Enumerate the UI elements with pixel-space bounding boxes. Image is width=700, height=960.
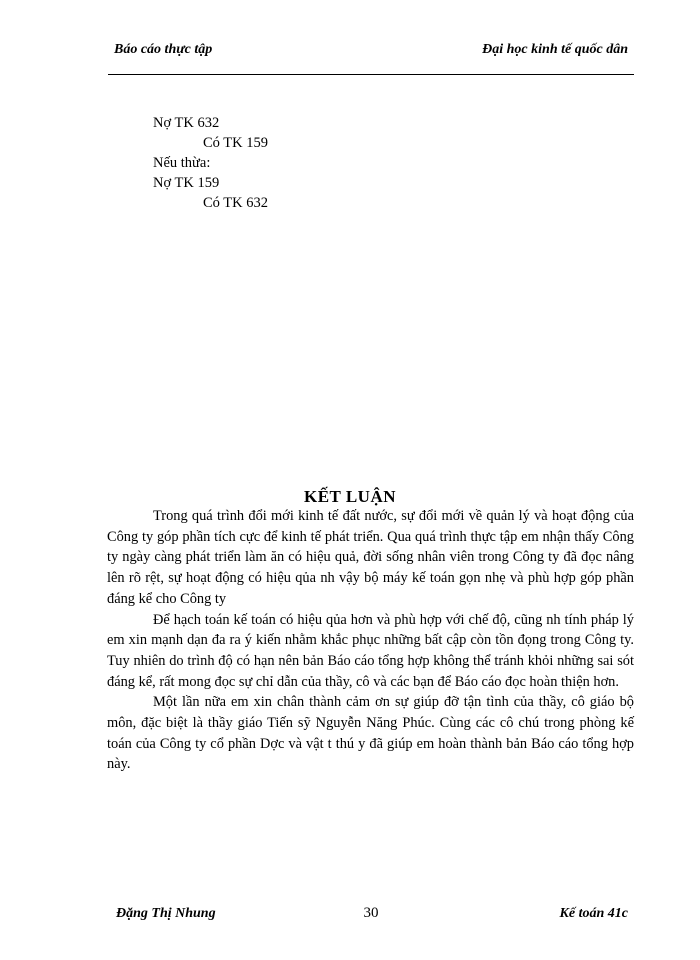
header-divider <box>108 74 634 75</box>
footer-author: Đặng Thị Nhung <box>116 906 216 921</box>
entry-surplus-label: Nếu thừa: <box>153 155 211 171</box>
section-title: KẾT LUẬN <box>303 487 396 506</box>
header-university: Đại học kinh tế quốc dân <box>482 42 628 57</box>
conclusion-body <box>107 506 634 775</box>
journal-entries <box>153 113 268 213</box>
paragraph-3: Một lần nữa em xin chân thành cảm ơn sự giúp đỡ tận tình của thầy, cô giáo bộ môn, đặc biệt là thầy giáo Tiến sỹ Nguyễn Năng Phúc. Cùng các cô chú trong phòng kế toán của Công ty cổ phần Dợc và vật t thú y đã giúp em hoàn thành bản Báo cáo tổng hợp này. <box>107 694 634 773</box>
entry-debit-632: Nợ TK 632 <box>153 115 220 131</box>
entry-credit-632: Có TK 632 <box>203 195 268 211</box>
page-header <box>108 40 634 62</box>
paragraph-1: Trong quá trình đổi mới kinh tế đất nước, sự đổi mới về quản lý và hoạt động của Công ty góp phần tích cực để kinh tế phát triển. Qua quá trình thực tập em nhận thấy Công ty ngày càng phát triển làm ăn có hiệu quả, đời sống nhân viên trong Công ty đã đọc nâng lên rõ rệt, sự hoạt động có hiệu qủa nh vậy bộ máy kế toán gọn nhẹ và phù hợp góp phần đáng kể cho Công ty <box>107 508 634 607</box>
entry-debit-159: Nợ TK 159 <box>153 175 220 191</box>
header-report-title: Báo cáo thực tập <box>114 42 213 57</box>
footer-class: Kế toán 41c <box>559 906 628 921</box>
paragraph-2: Để hạch toán kế toán có hiệu qủa hơn và phù hợp với chế độ, cũng nh tính pháp lý em xin mạnh dạn đa ra ý kiến nhằm khắc phục những bất cập còn tồn đọng trong Công ty. Tuy nhiên do trình độ có hạn nên bản Báo cáo tổng hợp không thể tránh khỏi những sai sót đáng kể, rất mong đọc sự chỉ dẫn của thầy, cô và các bạn để Báo cáo đọc hoàn thiện hơn. <box>107 611 634 690</box>
page-footer <box>108 903 634 927</box>
entry-credit-159: Có TK 159 <box>203 135 268 151</box>
page-number: 30 <box>363 905 379 921</box>
